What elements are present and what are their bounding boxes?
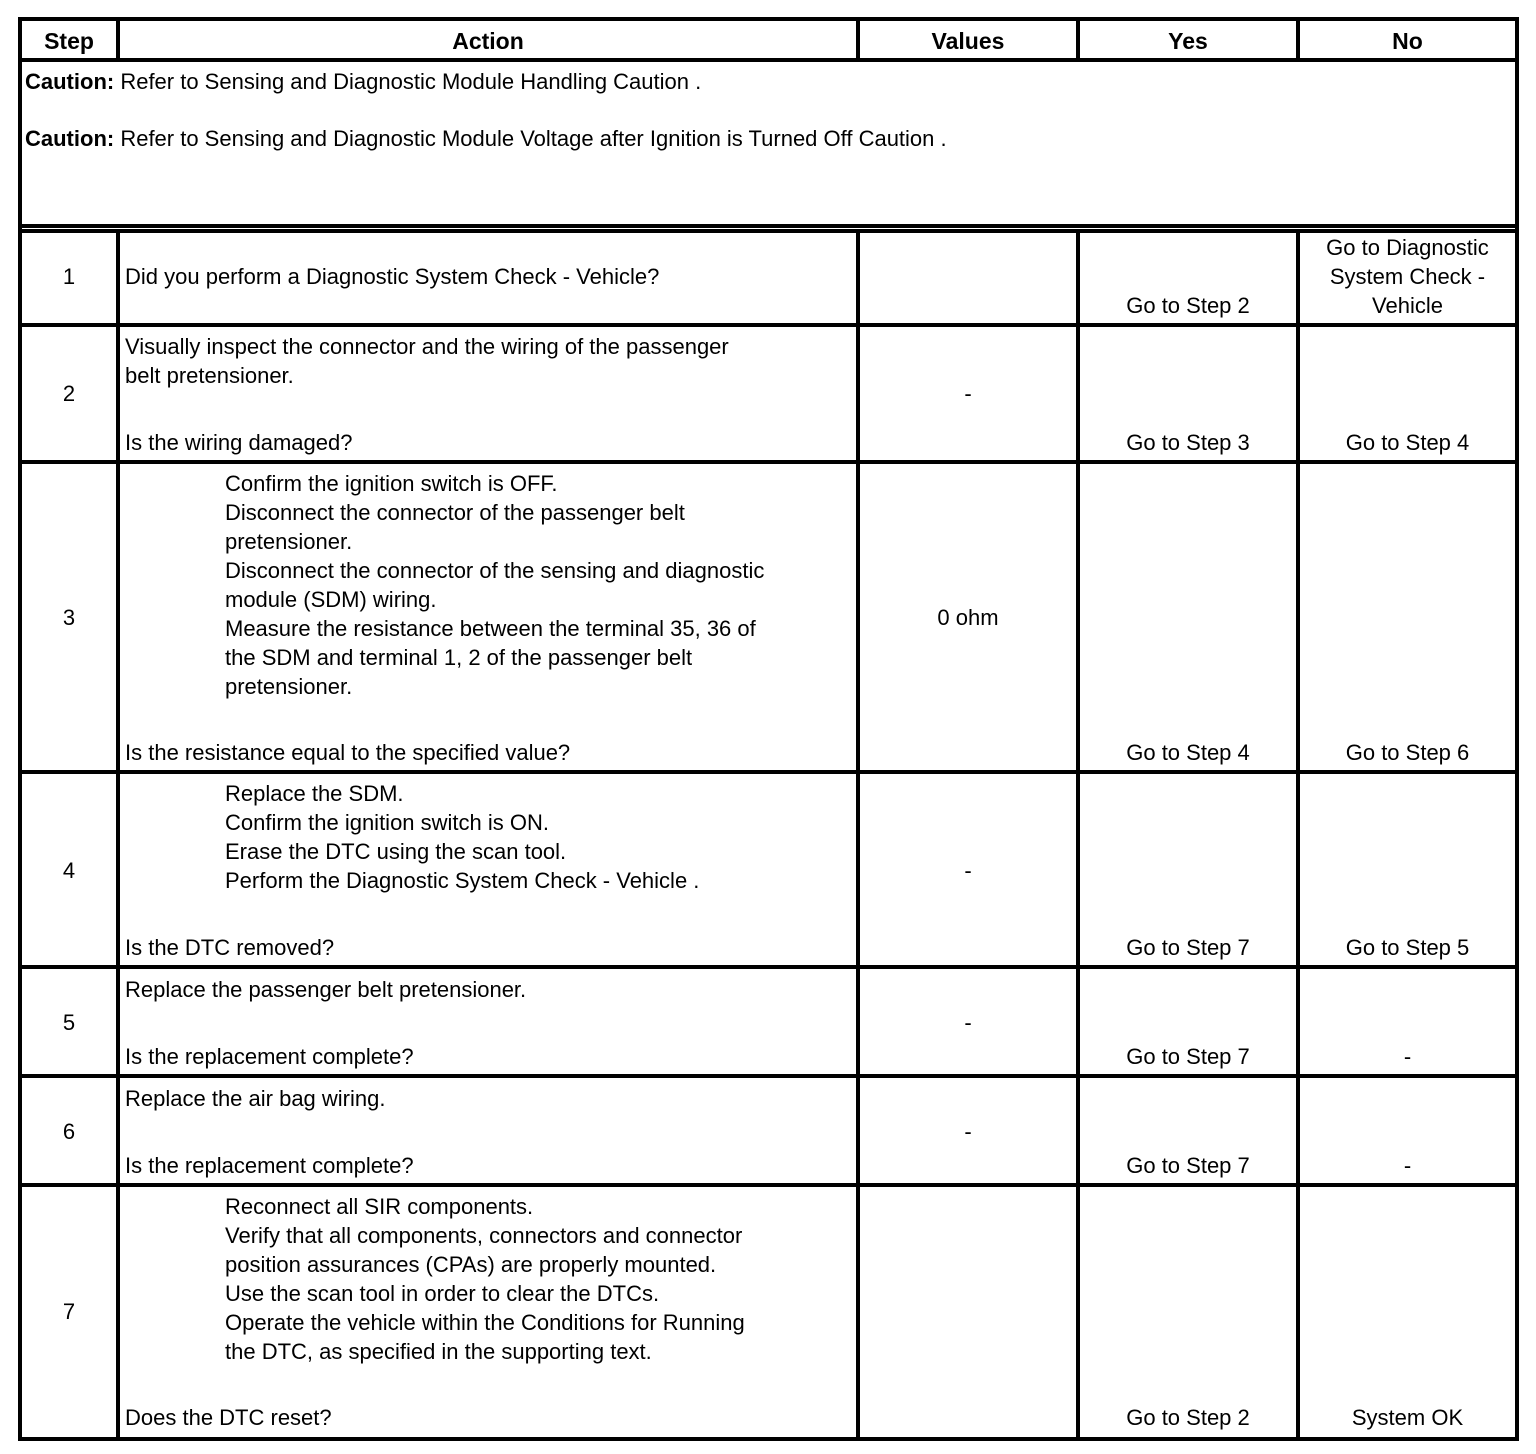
step-number: 7	[62, 1299, 76, 1324]
no-cell: System OK	[1351, 1405, 1464, 1430]
yes-cell: Go to Step 2	[1126, 293, 1250, 318]
yes-cell: Go to Step 7	[1126, 1044, 1250, 1069]
action-text	[225, 1192, 745, 1366]
action-text	[225, 779, 699, 895]
step-number: 1	[62, 264, 76, 289]
action-line: Replace the SDM.	[225, 781, 404, 806]
action-line: Confirm the ignition switch is ON.	[225, 810, 549, 835]
action-question: Is the replacement complete?	[125, 1153, 414, 1178]
header-yes: Yes	[1168, 28, 1208, 54]
action-question: Is the DTC removed?	[125, 935, 335, 960]
value-cell: -	[964, 858, 972, 883]
action-question: Is the replacement complete?	[125, 1044, 414, 1069]
step-number: 3	[62, 605, 76, 630]
action-line: pretensioner.	[225, 674, 353, 699]
value-cell: 0 ohm	[937, 605, 999, 630]
caution-label: Caution:	[25, 69, 115, 94]
no-cell	[1300, 233, 1515, 320]
action-line: Disconnect the connector of the sensing and diagnostic	[225, 558, 765, 583]
action-line: Operate the vehicle within the Conditions for Running	[225, 1310, 745, 1335]
action-line: module (SDM) wiring.	[225, 587, 437, 612]
caution-label: Caution:	[25, 126, 115, 151]
caution-text: Refer to Sensing and Diagnostic Module Voltage after Ignition is Turned Off Caution .	[114, 126, 947, 151]
no-cell: Go to Step 6	[1345, 740, 1470, 765]
yes-cell: Go to Step 7	[1126, 1153, 1250, 1178]
header-action: Action	[452, 28, 524, 54]
action-line: Confirm the ignition switch is OFF.	[225, 471, 558, 496]
caution-1	[25, 67, 701, 96]
yes-cell: Go to Step 2	[1126, 1405, 1250, 1430]
action-question: Is the wiring damaged?	[125, 430, 353, 455]
header-no: No	[1392, 28, 1423, 54]
no-cell: -	[1403, 1044, 1412, 1069]
action-line: the SDM and terminal 1, 2 of the passenger belt	[225, 645, 693, 670]
yes-cell: Go to Step 4	[1126, 740, 1250, 765]
value-cell: -	[964, 381, 972, 406]
action-line: Erase the DTC using the scan tool.	[225, 839, 567, 864]
header-values: Values	[931, 28, 1005, 54]
no-cell: -	[1403, 1153, 1412, 1178]
no-line: System Check -	[1329, 264, 1486, 289]
step-number: 4	[62, 858, 76, 883]
value-cell: -	[964, 1010, 972, 1035]
value-cell: -	[964, 1119, 972, 1144]
diagnostic-table	[18, 17, 1519, 1441]
action-line: the DTC, as specified in the supporting text.	[225, 1339, 652, 1364]
caution-2	[25, 124, 947, 153]
action-line: belt pretensioner.	[125, 363, 294, 388]
action-line: Replace the passenger belt pretensioner.	[125, 977, 527, 1002]
no-cell: Go to Step 4	[1345, 430, 1470, 455]
step-number: 2	[62, 381, 76, 406]
action-line: Reconnect all SIR components.	[225, 1194, 534, 1219]
action-line: Disconnect the connector of the passenger belt	[225, 500, 685, 525]
no-cell: Go to Step 5	[1345, 935, 1470, 960]
caution-text: Refer to Sensing and Diagnostic Module Handling Caution .	[114, 69, 702, 94]
no-line: Vehicle	[1372, 293, 1443, 318]
action-line: Use the scan tool in order to clear the DTCs.	[225, 1281, 660, 1306]
action-line: Verify that all components, connectors and connector	[225, 1223, 743, 1248]
action-text	[225, 469, 764, 701]
action-question: Did you perform a Diagnostic System Check - Vehicle?	[125, 264, 660, 289]
action-line: position assurances (CPAs) are properly mounted.	[225, 1252, 717, 1277]
action-question: Does the DTC reset?	[125, 1405, 332, 1430]
action-line: Replace the air bag wiring.	[125, 1086, 386, 1111]
header-step: Step	[44, 28, 94, 54]
yes-cell: Go to Step 7	[1126, 935, 1250, 960]
step-number: 5	[62, 1010, 76, 1035]
action-line: Visually inspect the connector and the wiring of the passenger	[125, 334, 729, 359]
step-number: 6	[62, 1119, 76, 1144]
action-line: Measure the resistance between the terminal 35, 36 of	[225, 616, 756, 641]
action-question: Is the resistance equal to the specified value?	[125, 740, 571, 765]
no-line: Go to Diagnostic	[1326, 235, 1489, 260]
action-text	[125, 975, 526, 1004]
action-line: Perform the Diagnostic System Check - Vehicle .	[225, 868, 700, 893]
action-line: pretensioner.	[225, 529, 353, 554]
action-text	[125, 332, 729, 390]
action-text	[125, 1084, 385, 1113]
yes-cell: Go to Step 3	[1126, 430, 1250, 455]
